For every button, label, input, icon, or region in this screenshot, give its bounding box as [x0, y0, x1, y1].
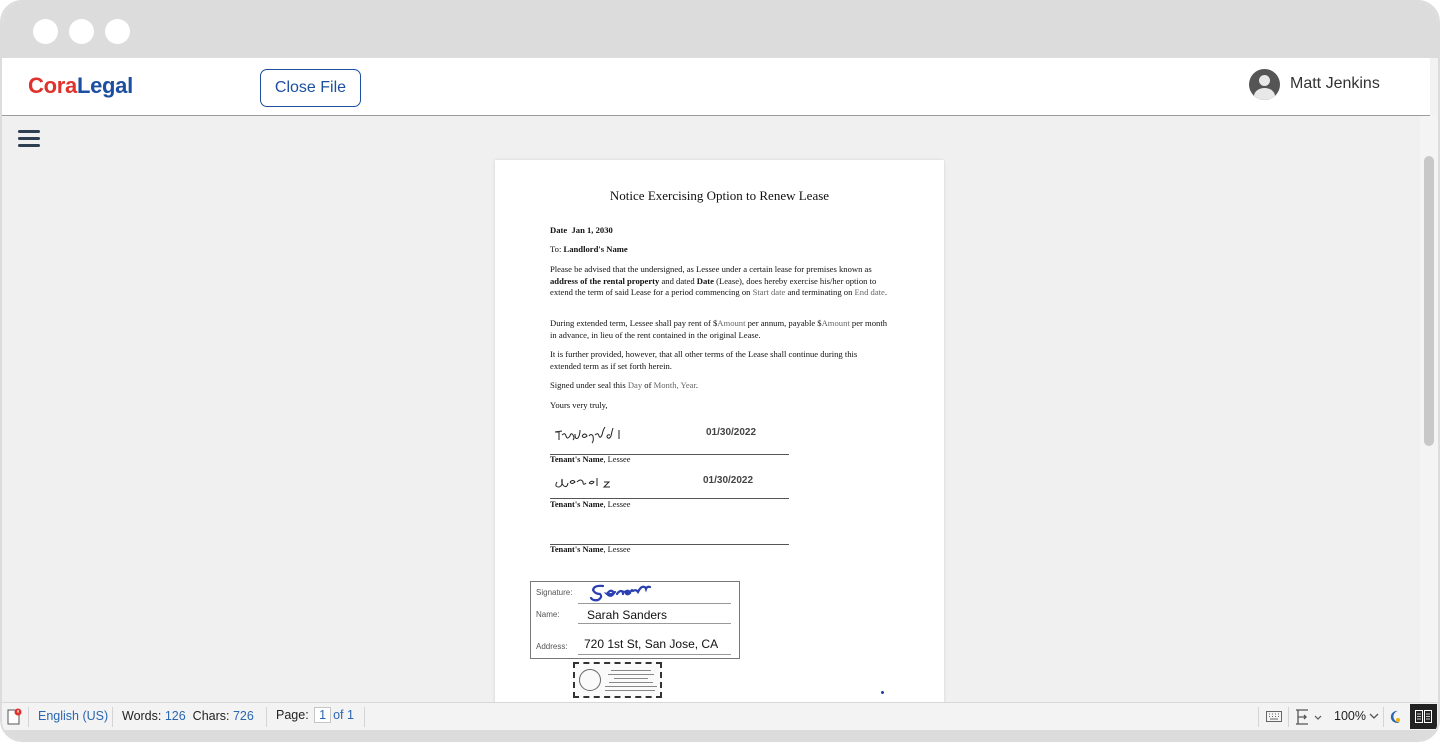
chars-label: Chars:	[192, 709, 230, 723]
month-year-field: Month, Year	[653, 380, 696, 390]
date-line	[550, 225, 890, 237]
signature-1-image	[553, 426, 633, 444]
day-field: Day	[627, 380, 643, 390]
date-label: Date	[550, 225, 568, 235]
notary-stamp-text-lines	[605, 667, 657, 691]
status-bar	[2, 702, 1438, 730]
page-label: Page:	[276, 708, 309, 722]
signature-handwritten-image	[589, 582, 669, 604]
chevron-down-icon[interactable]	[1369, 712, 1379, 720]
signature-2-role: , Lessee	[603, 500, 631, 509]
window-bottom-edge	[2, 730, 1438, 742]
signature-1-date: 01/30/2022	[706, 427, 757, 438]
words-label: Words:	[122, 709, 162, 723]
p2-text-e: per month in advance, in lieu of the rent contained in the original Lease.	[550, 318, 887, 340]
p1-text-a: Please be advised that the undersigned, as Lessee under a certain lease for premises known as	[550, 264, 872, 274]
close-file-button[interactable]: Close File	[260, 69, 361, 107]
word-count	[122, 709, 254, 723]
signature-2-date: 01/30/2022	[703, 475, 754, 486]
to-label: To:	[550, 244, 562, 254]
document-page[interactable]	[495, 160, 944, 702]
hamburger-icon[interactable]	[18, 130, 40, 148]
document-title: Notice Exercising Option to Renew Lease	[609, 188, 830, 203]
signature-2-caption	[550, 500, 630, 509]
p4-text-c: of	[642, 380, 654, 390]
signature-block[interactable]	[530, 581, 740, 659]
p1-text-e: (Lease), does hereby exercise his/her option to extend the term of said Lease for a period commencing on	[550, 275, 877, 297]
signature-1-role: , Lessee	[603, 455, 631, 464]
paragraph-seal	[550, 380, 890, 392]
language-selector[interactable]: English (US)	[38, 709, 109, 723]
words-value: 126	[164, 709, 186, 723]
p2-text-c: per annum, payable $	[745, 318, 822, 328]
page-indicator	[276, 707, 354, 723]
vertical-scrollbar[interactable]	[1424, 156, 1434, 446]
start-date-field: Start date	[752, 287, 786, 297]
moon-icon[interactable]	[1388, 709, 1402, 725]
page-fit-icon[interactable]	[1295, 709, 1323, 725]
window-minimize-dot[interactable]	[69, 19, 94, 44]
user-avatar-icon	[1249, 69, 1280, 100]
end-date-field: End date	[854, 287, 885, 297]
user-name: Matt Jenkins	[1290, 75, 1380, 92]
brand-logo-part2: Legal	[76, 73, 133, 98]
to-value: Landlord's Name	[563, 244, 628, 254]
signature-3-role: , Lessee	[603, 545, 631, 554]
address-field-line	[578, 654, 731, 655]
lease-date-field: Date	[696, 275, 714, 286]
user-menu[interactable]	[1249, 68, 1380, 100]
zoom-level[interactable]: 100%	[1334, 709, 1366, 723]
header-scrollbar	[1430, 58, 1438, 116]
annual-amount-field: Amount	[717, 318, 746, 328]
closing-line: Yours very truly,	[550, 400, 608, 410]
p2-text-a: During extended term, Lessee shall pay rent of $	[550, 318, 718, 328]
p1-text-c: and dated	[659, 275, 697, 286]
brand-logo[interactable]	[28, 73, 133, 99]
keyboard-icon[interactable]	[1266, 711, 1282, 722]
signature-2-line	[550, 498, 789, 499]
signature-label: Signature:	[536, 588, 573, 597]
name-field-line	[578, 623, 731, 624]
signature-3-name: Tenant's Name	[550, 545, 604, 554]
app-header	[2, 58, 1438, 116]
notary-seal-icon	[579, 669, 601, 691]
name-label: Name:	[536, 610, 560, 619]
p1-text-i: .	[884, 287, 887, 297]
signature-1-name: Tenant's Name	[550, 455, 604, 464]
paragraph-terms: It is further provided, however, that all other terms of the Lease shall continue during this extended term as if set forth herein.	[550, 349, 858, 371]
read-mode-button[interactable]	[1410, 704, 1437, 729]
page-number-input[interactable]: 1	[314, 707, 331, 723]
p4-text-e: .	[695, 380, 699, 390]
window-close-dot[interactable]	[33, 19, 58, 44]
page-total: of 1	[333, 708, 354, 722]
document-error-icon[interactable]	[6, 708, 22, 726]
brand-logo-part1: Cora	[28, 73, 77, 98]
p4-text-a: Signed under seal this	[550, 380, 628, 390]
signature-2-name: Tenant's Name	[550, 500, 604, 509]
signature-2-image	[553, 474, 623, 490]
chars-value: 726	[232, 709, 254, 723]
window-maximize-dot[interactable]	[105, 19, 130, 44]
signature-3-caption	[550, 545, 630, 554]
notary-stamp	[573, 662, 662, 698]
date-value: Jan 1, 2030	[571, 225, 613, 235]
document-workspace	[2, 116, 1438, 702]
window-titlebar	[2, 2, 1438, 58]
monthly-amount-field: Amount	[821, 318, 850, 328]
p1-text-g: and terminating on	[785, 287, 855, 297]
book-icon	[1415, 710, 1432, 723]
signature-field-line	[578, 603, 731, 604]
signature-1-caption	[550, 455, 630, 464]
address-label: Address:	[536, 642, 568, 651]
paragraph-rent	[550, 318, 890, 341]
property-address-field: address of the rental property	[550, 275, 660, 286]
paragraph-option	[550, 264, 890, 299]
name-value: Sarah Sanders	[587, 608, 668, 622]
cursor-marker	[881, 691, 884, 694]
recipient-line	[550, 244, 890, 256]
address-value: 720 1st St, San Jose, CA	[584, 637, 719, 651]
